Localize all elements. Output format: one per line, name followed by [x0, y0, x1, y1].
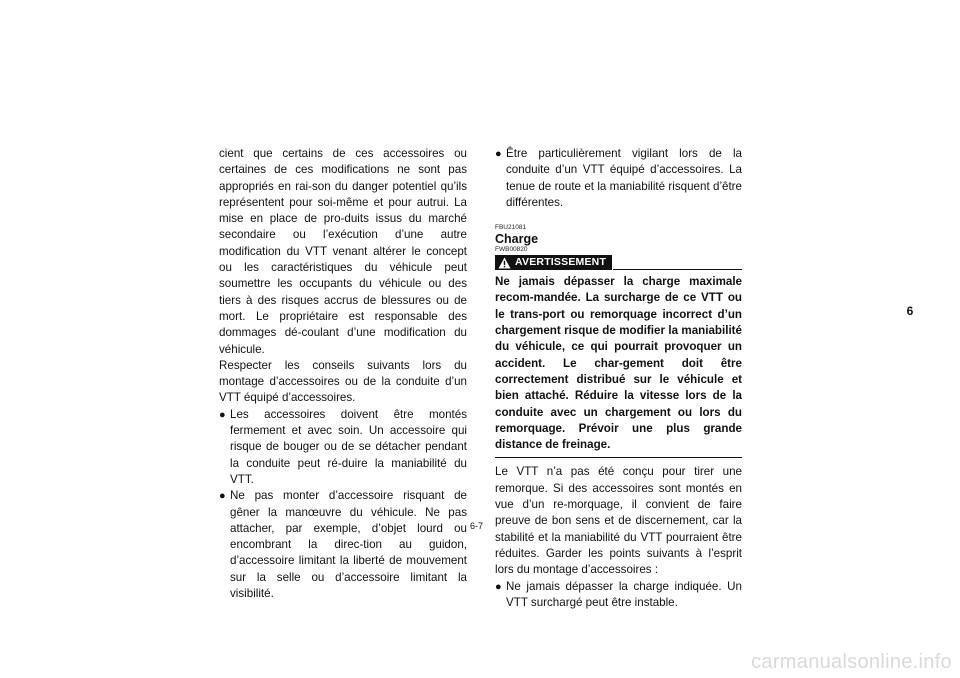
list-item: [495, 579, 742, 612]
list-item-text: Ne jamais dépasser la charge indiquée. Un VTT surchargé peut être instable.: [506, 579, 742, 609]
bullet-icon: ●: [495, 580, 502, 593]
section-code: FBU21081: [495, 224, 527, 232]
warning-header: [495, 255, 742, 270]
right-paragraph: Le VTT n’a pas été conçu pour tirer une remorque. Si des accessoires sont montés en vue d’un re-morquage, il convient de faire preuve de bon sens et de discernement, car la stabilité et la maniabilité du VTT pourraient être réduites. Garder les points suivants à l’esprit lors du montage d’accessoires :: [495, 465, 742, 577]
bullet-icon: ●: [219, 408, 226, 421]
warning-code: FWB00820: [495, 246, 528, 254]
left-paragraph-1: cient que certains de ces accessoires ou certaines de ces modifications ne sont pas appropriés en rai-son du danger potentiel qu’ils représentent pour soi-même et pour autrui. La mise en place de pro-duits issus du marché secondaire ou l’exécution d’une autre modification du VTT venant altérer le concept ou les caractéristiques du véhicule peut soumettre les occupants du véhicule ou des tiers à des risques accrus de blessures ou de mort. Le propriétaire est responsable des dommages dé-coulant d’une modification du véhicule.: [219, 147, 467, 356]
bullet-icon: ●: [495, 148, 502, 160]
warning-triangle-icon: [498, 257, 511, 269]
left-paragraph-2: Respecter les conseils suivants lors du montage d’accessoires ou de la conduite d’un VTT équipé d’accessoires.: [219, 358, 467, 405]
list-item-text: Être particulièrement vigilant lors de la conduite d’un VTT équipé d’accessoires. La tenue de route et la maniabilité risquent d’être différentes.: [506, 147, 742, 209]
warning-rule: [613, 269, 742, 270]
list-item: [219, 407, 467, 488]
watermark: carmanualsonline.info: [751, 651, 952, 673]
right-column: [495, 146, 742, 611]
warning-end-rule: [495, 457, 742, 458]
chapter-tab: 6: [906, 304, 914, 318]
list-item-text: Les accessoires doivent être montés fermement et avec soin. Un accessoire qui risque de bouger ou de se détacher pendant la conduite peut ré-duire la maniabilité du VTT.: [230, 407, 467, 486]
bullet-icon: ●: [219, 490, 226, 503]
warning-text: Ne jamais dépasser la charge maximale recom-mandée. La surcharge de ce VTT ou le trans-port ou remorquage incorrect d’un chargement risque de modifier la maniabilité du véhicule, ce qui pourrait provoquer un accident. Le char-gement doit être correctement distribué sur le véhicule et bien attaché. Réduire la vitesse lors de la conduite avec un chargement ou lors du remorquage. Prévoir une plus grande distance de freinage.: [495, 275, 742, 452]
list-item: [219, 488, 467, 602]
section-title: Charge: [495, 232, 539, 247]
list-item-text: Ne pas monter d’accessoire risquant de gêner la manœuvre du véhicule. Ne pas attacher, par exemple, d’objet lourd ou encombrant la direc-tion au guidon, d’accessoire limitant la liberté de mouvement sur la selle ou d’accessoire limitant la visibilité.: [230, 489, 467, 601]
list-item: [495, 146, 742, 211]
left-column: [219, 146, 467, 602]
warning-badge: [495, 255, 612, 270]
warning-label: AVERTISSEMENT: [515, 256, 607, 269]
page-number: 6-7: [470, 521, 484, 531]
